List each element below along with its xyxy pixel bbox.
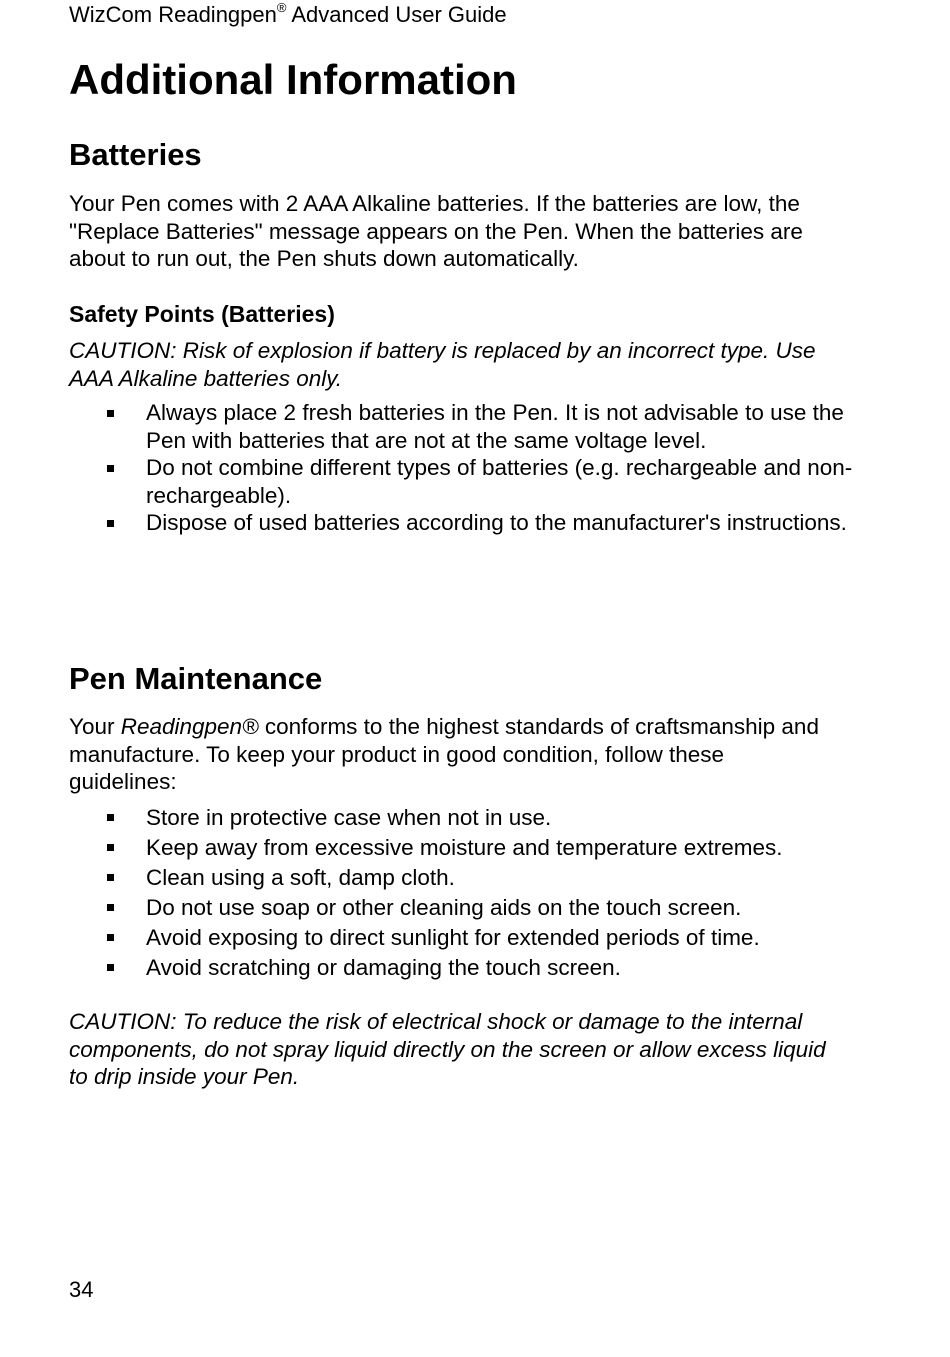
page-title: Additional Information <box>69 56 517 103</box>
page-number: 34 <box>69 1277 94 1302</box>
list-item <box>69 863 869 893</box>
maintenance-caution: CAUTION: To reduce the risk of electrical shock or damage to the internal components, do not spray liquid directly on the screen or allow excess liquid to drip inside your Pen. <box>69 1009 826 1089</box>
registered-mark: ® <box>276 0 287 15</box>
list-item-text: Clean using a soft, damp cloth. <box>146 865 455 890</box>
running-header <box>69 2 507 28</box>
bullet-square-icon <box>107 874 114 881</box>
list-item-text: Avoid exposing to direct sunlight for extended periods of time. <box>146 925 760 950</box>
list-item <box>69 509 869 537</box>
bullet-square-icon <box>107 465 114 472</box>
list-item <box>69 833 869 863</box>
maintenance-intro <box>69 713 829 796</box>
pen-maintenance-heading: Pen Maintenance <box>69 661 323 696</box>
list-item-text: Always place 2 fresh batteries in the Pen. It is not advisable to use the Pen with batteries that are not at the same voltage level. <box>146 400 844 453</box>
list-item-text: Store in protective case when not in use. <box>146 805 552 830</box>
maintenance-guidelines-list <box>69 803 869 983</box>
list-item <box>69 399 869 454</box>
bullet-square-icon <box>107 844 114 851</box>
battery-safety-list <box>69 399 869 537</box>
bullet-square-icon <box>107 904 114 911</box>
batteries-heading: Batteries <box>69 137 202 172</box>
intro-before: Your <box>69 714 121 739</box>
list-item-text: Dispose of used batteries according to the manufacturer's instructions. <box>146 510 847 535</box>
list-item-text: Do not use soap or other cleaning aids on the touch screen. <box>146 895 742 920</box>
product-name: Readingpen® <box>120 714 259 739</box>
list-item <box>69 803 869 833</box>
list-item <box>69 923 869 953</box>
list-item-text: Avoid scratching or damaging the touch screen. <box>146 955 621 980</box>
header-title-suffix: Advanced User Guide <box>286 2 507 27</box>
batteries-intro: Your Pen comes with 2 AAA Alkaline batteries. If the batteries are low, the "Replace Batteries" message appears on the Pen. When the batteries are about to run out, the Pen shuts down automatically. <box>69 191 803 271</box>
bullet-square-icon <box>107 520 114 527</box>
list-item <box>69 893 869 923</box>
bullet-square-icon <box>107 964 114 971</box>
battery-caution: CAUTION: Risk of explosion if battery is replaced by an incorrect type. Use AAA Alkaline batteries only. <box>69 338 816 391</box>
safety-points-heading: Safety Points (Batteries) <box>69 301 335 327</box>
list-item <box>69 953 869 983</box>
bullet-square-icon <box>107 934 114 941</box>
list-item-text: Keep away from excessive moisture and temperature extremes. <box>146 835 783 860</box>
list-item-text: Do not combine different types of batteries (e.g. rechargeable and non-rechargeable). <box>146 455 853 508</box>
bullet-square-icon <box>107 410 114 417</box>
list-item <box>69 454 869 509</box>
header-title-prefix: WizCom Readingpen <box>69 2 277 27</box>
intro-after: conforms to the highest standards of craftsmanship and manufacture. To keep your product in good condition, follow these guidelines: <box>69 714 819 794</box>
bullet-square-icon <box>107 814 114 821</box>
